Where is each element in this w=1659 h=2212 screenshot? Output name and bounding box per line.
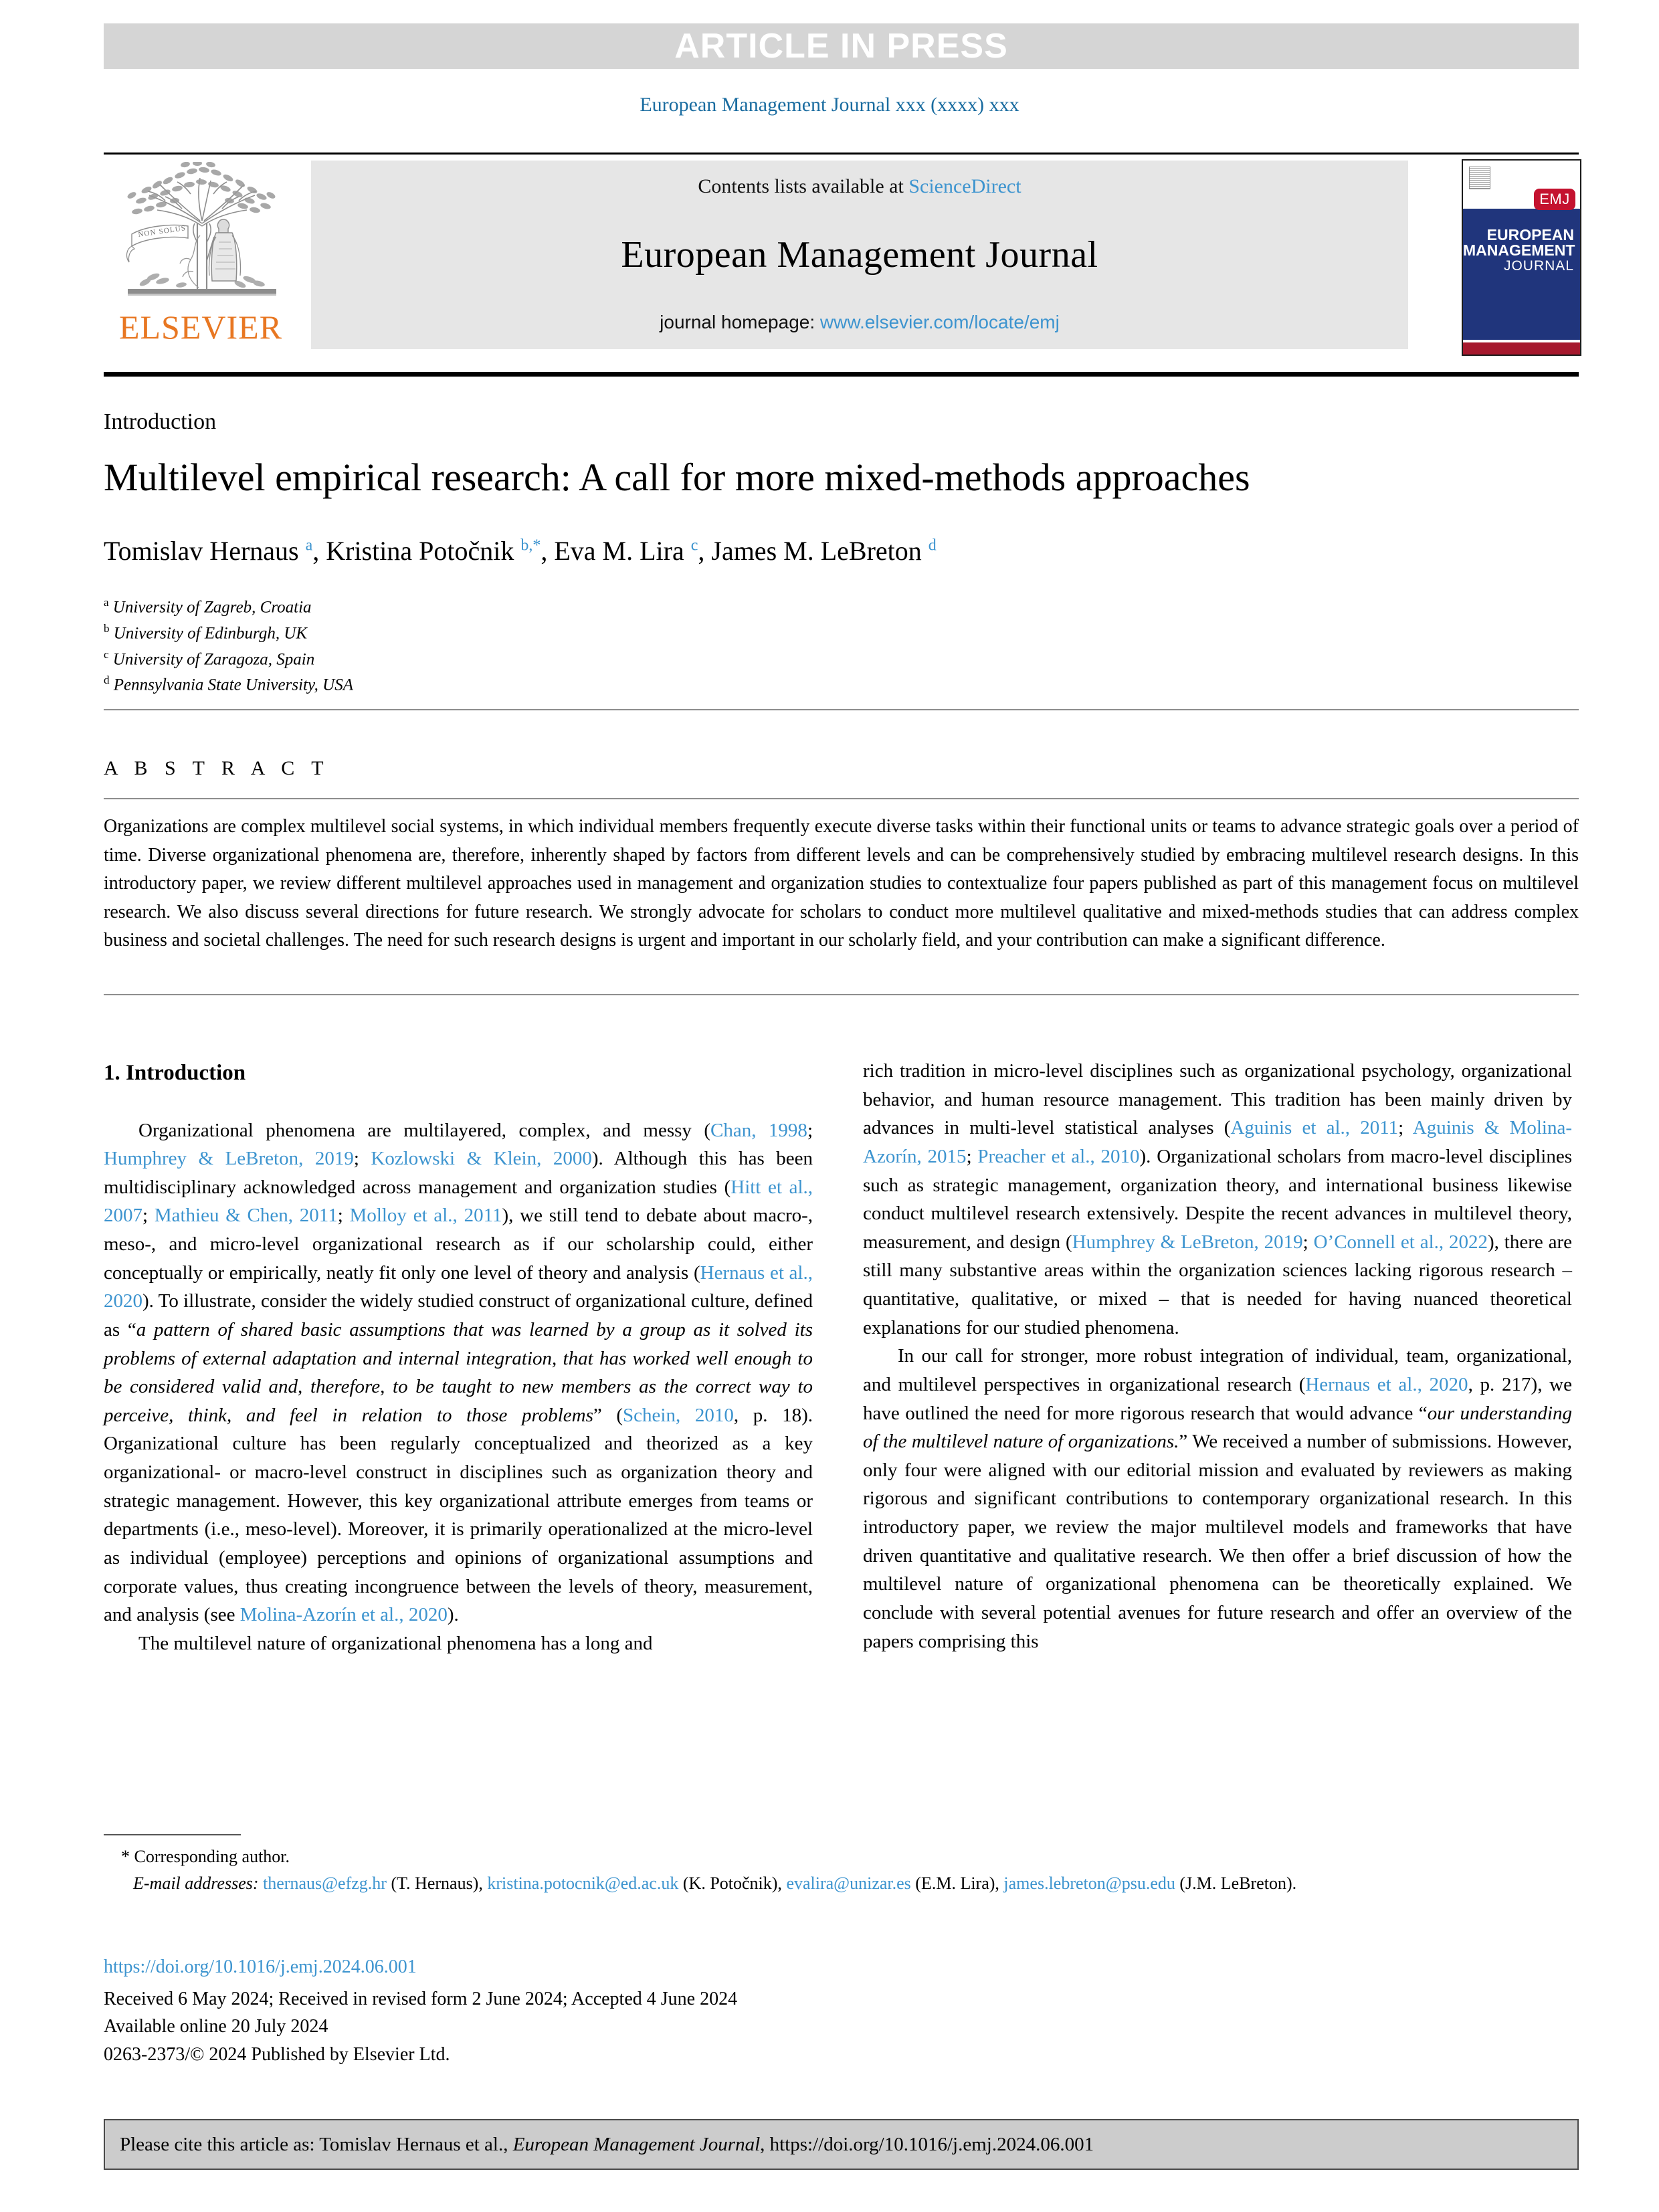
masthead-bottom-rule bbox=[104, 372, 1579, 377]
affiliation-text: Pennsylvania State University, USA bbox=[113, 676, 354, 694]
emj-badge: EMJ bbox=[1534, 189, 1575, 210]
section-heading-introduction: 1. Introduction bbox=[104, 1061, 246, 1085]
elsevier-wordmark: ELSEVIER bbox=[118, 308, 283, 346]
footnote-block bbox=[104, 1843, 1579, 1896]
paragraph: In our call for stronger, more robust integration of individual, team, organizational, and multilevel perspectives in organizational research (Hernaus et al., 2020, p. 217), we have outlined the need for more rigorous research that would advance “our understanding of the multilevel nature of organizations.” We received a number of submissions. However, only four were aligned with our editorial mission and evaluated by reviewers as making rigorous and significant contributions to contemporary organizational research. In this introductory paper, we review the major multilevel models and frameworks that have driven quantitative and qualitative research. We then offer a brief discussion of how the multilevel nature of organizational phenomena can be theoretically explained. We conclude with several potential avenues for future research and offer an overview of the papers comprising this bbox=[863, 1345, 1573, 1652]
journal-homepage-prefix: journal homepage: bbox=[660, 312, 820, 332]
available-online-date: Available online 20 July 2024 bbox=[104, 2016, 328, 2037]
abstract-bottom-rule bbox=[104, 994, 1579, 995]
journal-homepage-link[interactable]: www.elsevier.com/locate/emj bbox=[819, 312, 1060, 332]
paragraph: The multilevel nature of organizational phenomena has a long and bbox=[138, 1632, 653, 1654]
contents-lists-prefix: Contents lists available at bbox=[698, 175, 909, 197]
copyright-line: 0263-2373/© 2024 Published by Elsevier Ltd. bbox=[104, 2043, 450, 2065]
abstract-top-rule bbox=[104, 709, 1579, 710]
cover-elsevier-mini-logo-icon bbox=[1469, 167, 1490, 189]
scholar-figure bbox=[207, 219, 241, 284]
received-dates: Received 6 May 2024; Received in revised form 2 June 2024; Accepted 4 June 2024 bbox=[104, 1989, 738, 2009]
sciencedirect-link[interactable]: ScienceDirect bbox=[908, 175, 1021, 197]
paragraph: rich tradition in micro-level disciplines such as organizational psychology, organizational behavior, and human resource management. This tradition has been mainly driven by advances in multi-level statistical analyses (Aguinis et al., 2011; Aguinis & Molina-Azorín, 2015; Preacher et al., 2010). Organizational scholars from macro-level disciplines such as strategic management, organization theory, and international business likewise conduct multilevel research extensively. Despite the recent advances in multilevel theory, measurement, and design (Humphrey & LeBreton, 2019; O’Connell et al., 2022), there are still many substantive areas within the organization sciences lacking rigorous research – quantitative, qualitative, or mixed – that is needed for having nuanced theoretical explanations for our studied phenomena. bbox=[863, 1060, 1573, 1338]
sciencedirect-header bbox=[311, 161, 1408, 349]
journal-cover-thumbnail bbox=[1462, 159, 1581, 356]
affiliation-marker: d bbox=[104, 674, 110, 687]
affiliation-text: University of Edinburgh, UK bbox=[113, 624, 308, 643]
svg-text:NON SOLUS: NON SOLUS bbox=[137, 224, 187, 239]
article-type-label: Introduction bbox=[104, 409, 217, 434]
body-column-left bbox=[104, 1057, 813, 1657]
abstract-mid-rule bbox=[104, 798, 1579, 799]
cover-title-line-3: JOURNAL bbox=[1503, 258, 1574, 274]
cite-this-article-box bbox=[104, 2119, 1579, 2170]
cover-bottom-band bbox=[1463, 342, 1580, 355]
cover-title-line-1: EUROPEAN bbox=[1486, 226, 1574, 243]
affiliation-item bbox=[104, 672, 1442, 698]
publication-info bbox=[104, 1985, 737, 2068]
elsevier-tree-icon bbox=[118, 162, 286, 308]
abstract-label: A B S T R A C T bbox=[104, 757, 330, 779]
journal-masthead bbox=[104, 159, 1579, 353]
email-addresses-note: E-mail addresses: thernaus@efzg.hr (T. Hernaus), kristina.potocnik@ed.ac.uk (K. Potočnik), evalira@unizar.es (E.M. Lira), james.lebreton@psu.edu (J.M. LeBreton). bbox=[133, 1873, 1297, 1893]
cover-title bbox=[1463, 227, 1580, 273]
affiliation-marker: c bbox=[104, 647, 109, 661]
running-head: European Management Journal xxx (xxxx) xxx bbox=[640, 94, 1019, 116]
affiliation-list bbox=[104, 594, 1442, 698]
author-list: Tomislav Hernaus $^a$, Kristina Potočnik $^{b,*}$, Eva M. Lira $^c$, James M. LeBreton $^d$ bbox=[104, 536, 937, 566]
affiliation-item bbox=[104, 620, 1442, 646]
page-title: Multilevel empirical research: A call for more mixed-methods approaches bbox=[104, 456, 1250, 499]
affiliation-item bbox=[104, 594, 1442, 620]
affiliation-marker: b bbox=[104, 621, 110, 635]
body-column-right bbox=[863, 1057, 1572, 1655]
affiliation-marker: a bbox=[104, 596, 109, 609]
doi-link[interactable]: https://doi.org/10.1016/j.emj.2024.06.001 bbox=[104, 1956, 417, 1977]
abstract-text: Organizations are complex multilevel social systems, in which individual members frequently execute diverse tasks within their functional units or teams to advance strategic goals over a period of time. Diverse organizational phenomena are, therefore, inherently shaped by factors from different levels and can be comprehensively studied by embracing multilevel research designs. In this introductory paper, we review different multilevel approaches used in management and organization studies to contextualize four papers published as part of this management focus on multilevel research. We also discuss several directions for future research. We strongly advocate for scholars to conduct more multilevel qualitative and mixed-methods studies that can address complex business and societal challenges. The need for such research designs is urgent and important in our scholarly field, and your contribution can make a significant difference. bbox=[104, 816, 1579, 951]
paragraph: Organizational phenomena are multilayered, complex, and messy (Chan, 1998; Humphrey & LeBreton, 2019; Kozlowski & Klein, 2000). Although this has been multidisciplinary acknowledged across management and organization studies (Hitt et al., 2007; Mathieu & Chen, 2011; Molloy et al., 2011), we still tend to debate about macro-, meso-, and micro-level organizational research as if our scholarship could, either conceptually or empirically, neatly fit only one level of theory and analysis (Hernaus et al., 2020). To illustrate, consider the widely studied construct of organizational culture, defined as “a pattern of shared basic assumptions that was learned by a group as it solved its problems of external adaptation and internal integration, that has worked well enough to be considered valid and, therefore, to be taught to new members as the correct way to perceive, think, and feel in relation to those problems” (Schein, 2010, p. 18). Organizational culture has been regularly conceptualized and theorized as a key organizational- or macro-level construct in disciplines such as organization theory and strategic management. However, this key organizational attribute emerges from teams or departments (i.e., meso-level). Moreover, it is primarily operationalized at the micro-level as individual (employee) perceptions and opinions of organizational assumptions and corporate values, thus creating incongruence between the levels of theory, measurement, and analysis (see Molina-Azorín et al., 2020). bbox=[104, 1119, 813, 1626]
elsevier-logo bbox=[104, 162, 298, 350]
journal-name-heading: European Management Journal bbox=[621, 234, 1098, 276]
corresponding-author-note: * Corresponding author. bbox=[121, 1847, 290, 1866]
affiliation-text: University of Zaragoza, Spain bbox=[112, 649, 315, 668]
masthead-top-rule bbox=[104, 153, 1579, 155]
journal-homepage-line bbox=[660, 312, 1060, 333]
cover-title-line-2: MANAGEMENT bbox=[1463, 241, 1575, 260]
article-in-press-label: ARTICLE IN PRESS bbox=[674, 27, 1008, 66]
non-solus-ribbon bbox=[127, 224, 188, 262]
article-in-press-banner bbox=[104, 23, 1579, 69]
contents-lists-line bbox=[698, 175, 1021, 198]
affiliation-text: University of Zagreb, Croatia bbox=[112, 598, 312, 617]
footnote-rule bbox=[104, 1834, 241, 1835]
affiliation-item bbox=[104, 646, 1442, 672]
cite-this-article-text: Please cite this article as: Tomislav Hernaus et al., European Management Journal, https://doi.org/10.1016/j.emj.2024.06.001 bbox=[120, 2133, 1094, 2155]
